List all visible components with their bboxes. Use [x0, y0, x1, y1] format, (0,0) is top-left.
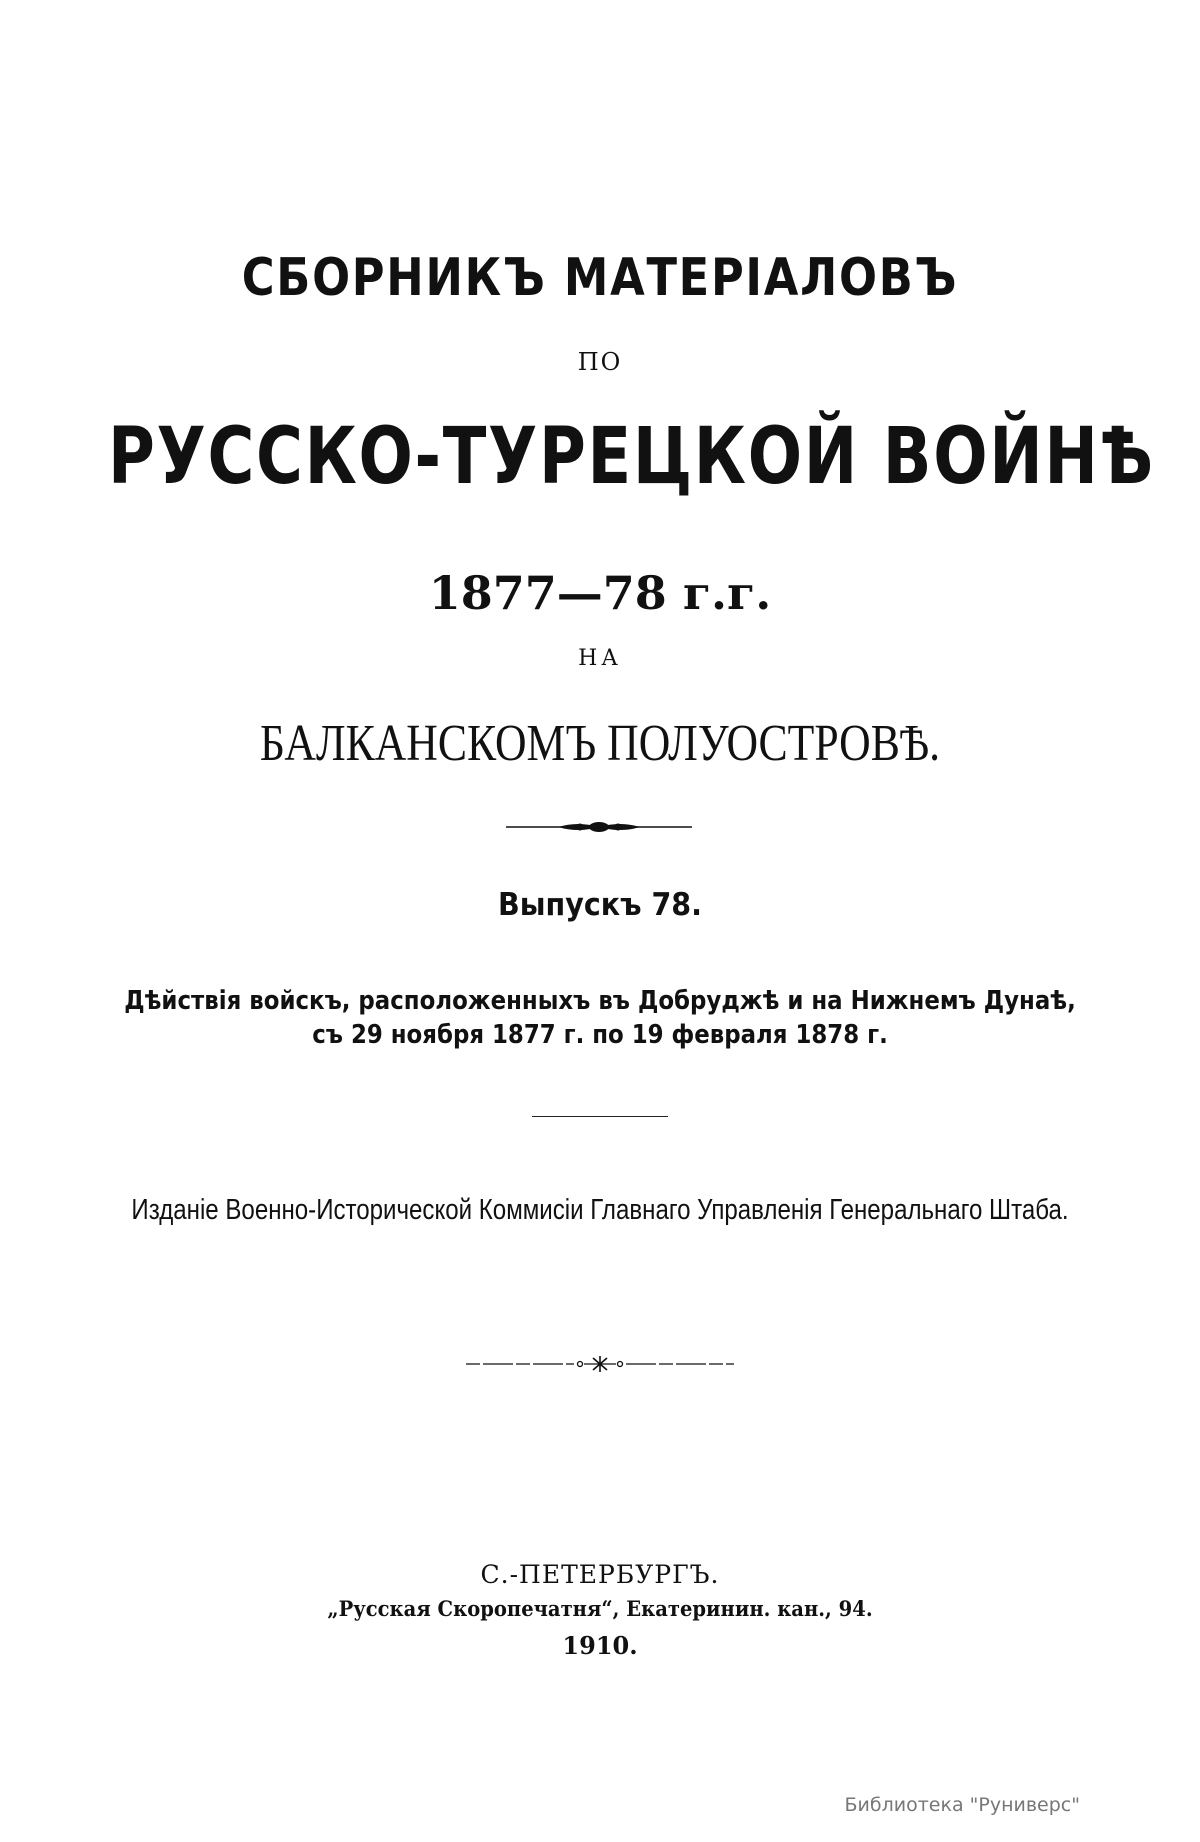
region-title: БАЛКАНСКОМЪ ПОЛУОСТРОВѢ. — [259, 715, 941, 772]
issue-number: Выпускъ 78. — [498, 887, 702, 923]
imprint-press: „Русская Скоропечатня“, Екатеринин. кан., 94. — [327, 1596, 873, 1621]
imprint-year: 1910. — [562, 1631, 638, 1660]
publisher: Изданіе Военно-Исторической Коммисіи Главнаго Управленія Генеральнаго Штаба. — [131, 1194, 1069, 1226]
preposition-po: ПО — [577, 348, 623, 376]
main-title: СБОРНИКЪ МАТЕРІАЛОВЪ — [241, 248, 959, 308]
imprint-city: С.-ПЕТЕРБУРГЪ. — [480, 1560, 720, 1589]
war-years: 1877—78 г.г. — [428, 566, 772, 620]
library-watermark: Библиотека "Руниверс" — [844, 1794, 1080, 1816]
horizontal-rule — [532, 1116, 668, 1117]
ornament-star-divider-icon — [466, 1354, 734, 1374]
description-line-2: съ 29 ноября 1877 г. по 19 февраля 1878 г. — [312, 1020, 888, 1050]
preposition-na: НА — [578, 646, 622, 671]
description-line-1: Дѣйствія войскъ, расположенныхъ въ Добруджѣ и на Нижнемъ Дунаѣ, — [124, 986, 1076, 1016]
ornament-divider-icon — [506, 818, 692, 836]
war-title: РУССКО-ТУРЕЦКОЙ ВОЙНѢ — [108, 412, 1155, 502]
